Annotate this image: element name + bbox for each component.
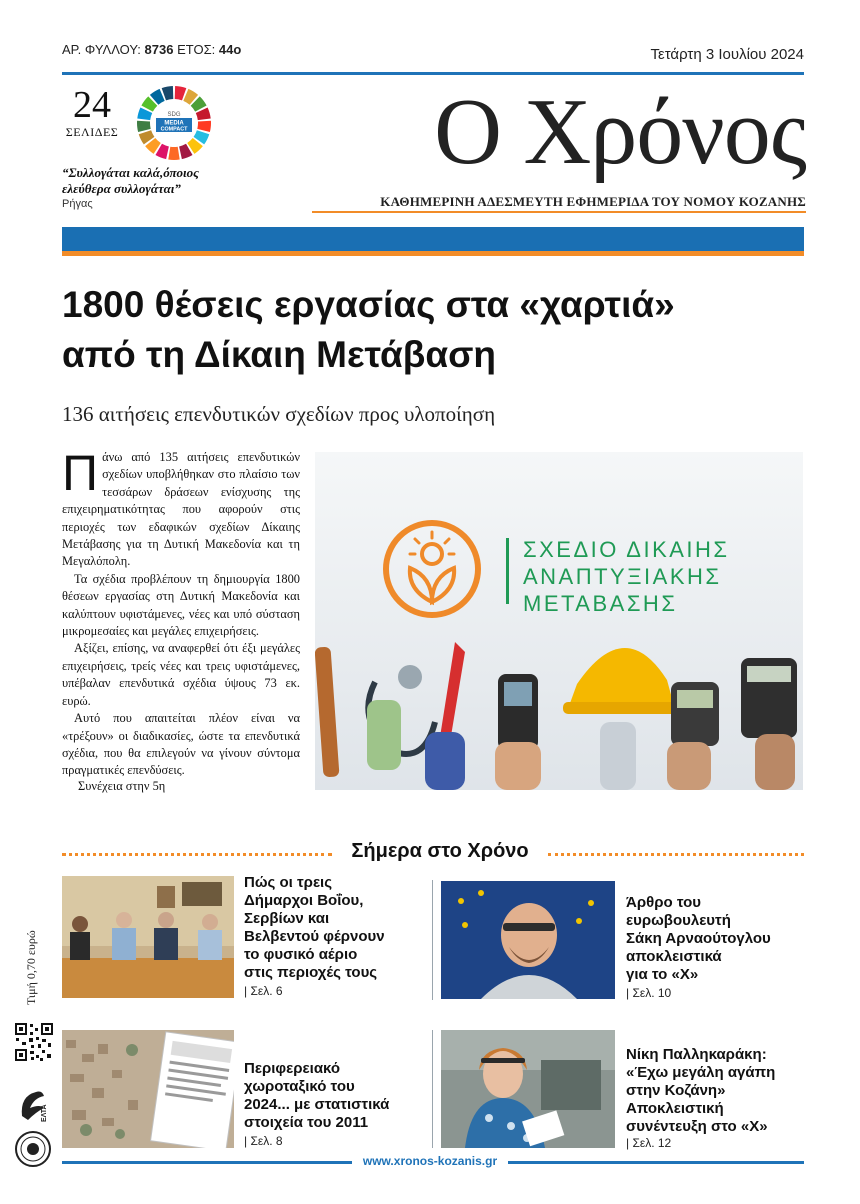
lead-subhead: 136 αιτήσεις επενδυτικών σχεδίων προς υλοποίηση [62,402,496,426]
year-number: 44ο [218,42,242,57]
story-title-mep[interactable] [626,894,806,984]
elta-post-logo [16,1086,50,1124]
just-transition-illustration [315,452,803,790]
section-divider-right [548,853,804,856]
masthead-band [62,227,804,251]
article-paragraph: Αξίζει, επίσης, να αναφερθεί ότι έξι μεγάλες επιχειρήσεις, τρείς νέες και τρεις υφιστάμενες, υπέβαλαν επενδυτικά σχέδια ύψους 73 εκ. ευρώ. [62,641,300,708]
story-title-line: Άρθρο του [626,894,701,911]
story-title-line: Αποκλειστική [626,1100,724,1117]
story-title-line: για το «Χ» [626,966,699,983]
story-title-line: το φυσικό αέριο [244,946,358,963]
section-divider-left [62,853,332,856]
masthead-band-accent [62,251,804,256]
website-link[interactable]: www.xronos-kozanis.gr [362,1154,498,1168]
elta-label: ΕΛΤΑ [41,1104,48,1122]
pages-label: ΣΕΛΙΔΕΣ [65,125,119,139]
story-photo-spatial-plan[interactable] [62,1030,234,1148]
logo-divider [506,538,509,604]
caption-line: ΜΕΤΑΒΑΣΗΣ [523,591,678,616]
sheet-number: 8736 [144,42,174,57]
column-divider [432,880,433,1000]
sdg-label-1: SDG [167,112,181,118]
story-title-line: Νίκη Παλληκαράκη: [626,1046,767,1063]
story-title-line: συνέντευξη στο «Χ» [626,1118,768,1135]
issue-info [62,42,241,57]
sdg-label-3: COMPACT [160,126,188,133]
tools-and-hands [315,642,797,790]
caption-line: ΣΧΕΔΙΟ ΔΙΚΑΙΗΣ [523,537,730,562]
article-paragraph [62,445,300,571]
story-title-line: Δήμαρχοι Βοΐου, [244,892,364,909]
sdg-wheel-segment [168,147,179,160]
motto [62,165,262,197]
story-page-ref[interactable]: | Σελ. 12 [626,1136,672,1150]
story-title-line: Πώς οι τρεις [244,874,333,891]
story-title-line: στις περιοχές τους [244,964,378,981]
section-title-today: Σήμερα στο Χρόνο [351,840,529,862]
lead-article-body [62,445,300,780]
issue-date: Τετάρτη 3 Ιουλίου 2024 [650,46,804,63]
pages-count: 24 [73,84,111,126]
headline-line: από τη Δίκαιη Μετάβαση [62,334,497,375]
year-label: ΕΤΟΣ: [177,42,216,57]
motto-author: Ρήγας [62,198,93,210]
footer-rule-right [508,1161,804,1164]
newspaper-tagline: ΚΑΘΗΜΕΡΙΝΗ ΑΔΕΣΜΕΥΤΗ ΕΦΗΜΕΡΙΔΑ ΤΟΥ ΝΟΜΟΥ ΚΟΖΑΝΗΣ [380,194,806,209]
lead-headline[interactable] [62,280,822,380]
sdg-wheel-segment [137,121,151,132]
tagline-underline [312,211,806,213]
article-paragraph: Τα σχέδια προβλέπουν τη δημιουργία 1800 θέσεων εργασίας στη Δυτική Μακεδονία και καλύπτουν υφιστάμενες, νέες και υπό σύσταση μικρομεσαίες και μεγάλες επιχειρήσεις. [62,571,300,639]
caption-line: ΑΝΑΠΤΥΞΙΑΚΗΣ [523,564,722,589]
story-title-line: αποκλειστικά [626,948,722,965]
sdg-wheel-segment [197,121,211,132]
lead-photo [315,452,803,790]
press-seal-icon [14,1130,52,1168]
story-title-interview[interactable] [626,1046,806,1136]
story-title-line: χωροταξικό του [244,1078,355,1095]
story-title-mayors[interactable] [244,874,424,982]
story-page-ref[interactable]: | Σελ. 10 [626,986,672,1000]
price-text: Τιμή 0,70 ευρώ [24,930,38,1005]
story-title-line: στοιχεία του 2011 [244,1114,369,1131]
price-label [22,880,40,1010]
story-title-line: 2024... με στατιστικά [244,1096,390,1113]
column-divider [432,1030,433,1148]
article-paragraph: Αυτό που απαιτείται πλέον είναι να «τρέξουν» οι διαδικασίες, ώστε τα επενδυτικά σχέδια, που θα επιλεγούν να γίνουν σύντομα πραγματικές επενδύσεις. [62,711,300,778]
sdg-label-2: MEDIA [164,120,184,127]
story-title-line: ευρωβουλευτή [626,912,731,929]
story-title-spatial-plan[interactable] [244,1060,430,1132]
story-photo-interview[interactable] [441,1030,615,1148]
just-transition-logo-text [523,536,730,617]
drop-cap: Π [62,445,99,501]
just-transition-logo-icon [386,523,478,615]
footer-rule-left [62,1161,352,1164]
story-page-ref[interactable]: | Σελ. 6 [244,984,283,998]
newspaper-title: Ο Χρόνος [434,80,806,184]
continued-on-page[interactable]: Συνέχεια στην 5η [78,779,166,793]
story-title-line: Σάκη Αρναούτογλου [626,930,771,947]
story-title-line: «Έχω μεγάλη αγάπη [626,1064,776,1081]
story-photo-mayors[interactable] [62,876,234,998]
headline-line: 1800 θέσεις εργασίας στα «χαρτιά» [62,284,675,325]
sdg-media-compact-logo [136,85,212,161]
story-page-ref[interactable]: | Σελ. 8 [244,1134,283,1148]
story-title-line: στην Κοζάνη» [626,1082,726,1099]
motto-line: ελεύθερα συλλογάται” [62,181,181,196]
motto-line: “Συλλογάται καλά,όποιος [62,165,199,180]
story-title-line: Περιφερειακό [244,1060,341,1077]
sheet-label: ΑΡ. ΦΥΛΛΟΥ: [62,42,141,57]
paragraph-text: άνω από 135 αιτήσεις επενδυτικών σχεδίων υποβλήθηκαν στο πλαίσιο των τεσσάρων δράσεων ενίσχυσης της επιχειρηματικότητας που αφορούν στις περιοχές των εδαφικών σχεδίων Δίκαιης Μετάβασης για τη Δυτική Μακεδονία και τη Μεγαλόπολη. [62,450,300,569]
story-photo-mep[interactable] [441,881,615,999]
story-title-line: Σερβίων και [244,910,330,927]
qr-code-icon[interactable] [14,1022,54,1062]
story-title-line: Βελβεντού φέρνουν [244,928,385,945]
